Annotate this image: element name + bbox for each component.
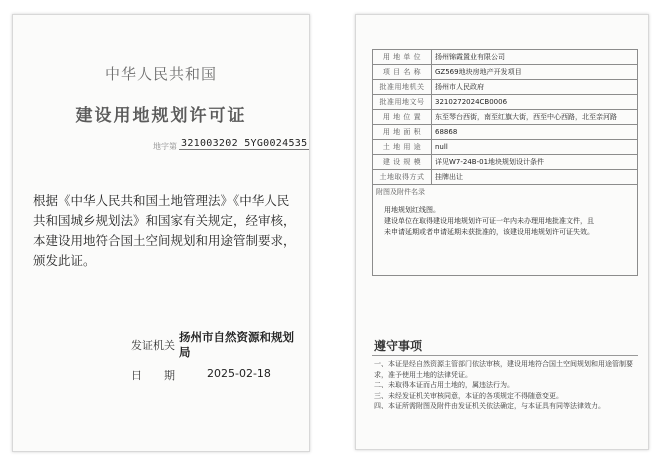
- row-value: 68868: [432, 125, 638, 140]
- row-label: 土 地 用 途: [373, 140, 432, 155]
- attachments-cell: [373, 185, 638, 276]
- country-name: 中华人民共和国: [104, 65, 217, 83]
- row-label: 建 设 规 模: [373, 155, 432, 170]
- attachments-label: 附图及附件名录: [376, 188, 425, 196]
- row-value: 挂牌出让: [432, 170, 638, 185]
- row-label: 批准用地文号: [373, 95, 432, 110]
- attachment-line: 未申请延期或者申请延期未获批准的，该建设用地规划许可证失效。: [384, 228, 594, 236]
- table-row: [373, 155, 638, 170]
- note-item: 三、未经发证机关审核同意，本证的各项规定不得随意变更。: [374, 391, 563, 400]
- certificate-body-text: 根据《中华人民共和国土地管理法》《中华人民共和国城乡规划法》和国家有关规定，经审核，本建设用地符合国土空间规划和用途管制要求，颁发此证。: [33, 193, 296, 268]
- row-value: GZ569地块房地产开发项目: [432, 65, 638, 80]
- notes-list: [374, 359, 636, 412]
- attachment-line: 用地规划红线图。: [384, 206, 440, 214]
- notes-divider: [372, 355, 638, 356]
- serial-number-label: 地字第: [153, 142, 177, 151]
- note-item: 一、本证是经自然资源主管部门依法审核，建设用地符合国土空间规划和用途管制要求，准予使用土地的法律凭证。: [374, 360, 633, 379]
- row-label: 土地取得方式: [373, 170, 432, 185]
- table-row: [373, 140, 638, 155]
- row-label: 项 目 名 称: [373, 65, 432, 80]
- row-value: 扬州市人民政府: [432, 80, 638, 95]
- row-value: 详见W7-24B-01地块规划设计条件: [432, 155, 638, 170]
- issuer-value: 扬州市自然资源和规划局: [179, 330, 294, 359]
- table-row: [373, 50, 638, 65]
- certificate-details-page: [355, 14, 649, 450]
- note-item: 四、本证所需附图及附件由发证机关依法确定，与本证具有同等法律效力。: [374, 402, 605, 410]
- table-row: [373, 125, 638, 140]
- table-row: [373, 170, 638, 185]
- row-value: null: [432, 140, 638, 155]
- table-row: [373, 80, 638, 95]
- row-label: 批准用地机关: [373, 80, 432, 95]
- certificate-front-page: [12, 14, 310, 452]
- table-row: [373, 65, 638, 80]
- attachment-line: 建设单位在取得建设用地规划许可证一年内未办理用地批准文件，且: [384, 217, 594, 225]
- table-row: [373, 95, 638, 110]
- attachments-row: [373, 185, 638, 276]
- row-value: 3210272024CB0006: [432, 95, 638, 110]
- row-label: 用 地 单 位: [373, 50, 432, 65]
- row-value: 东至琴台西街，南至红旗大街，西至中心西路，北至亲河路: [432, 110, 638, 125]
- row-value: 扬州锦霞置业有限公司: [432, 50, 638, 65]
- issuer-label: 发证机关: [131, 339, 175, 352]
- issue-date-label: 日 期: [131, 369, 175, 382]
- land-info-table: [372, 49, 638, 276]
- note-item: 二、未取得本证而占用土地的，属违法行为。: [374, 381, 514, 389]
- certificate-title: 建设用地规划许可证: [75, 106, 247, 126]
- table-row: [373, 110, 638, 125]
- row-label: 用 地 面 积: [373, 125, 432, 140]
- serial-number-value: 321003202 5YG0024535: [181, 138, 308, 149]
- issue-date-value: 2025-02-18: [207, 367, 271, 380]
- row-label: 用 地 位 置: [373, 110, 432, 125]
- notes-title: 遵守事项: [374, 339, 423, 353]
